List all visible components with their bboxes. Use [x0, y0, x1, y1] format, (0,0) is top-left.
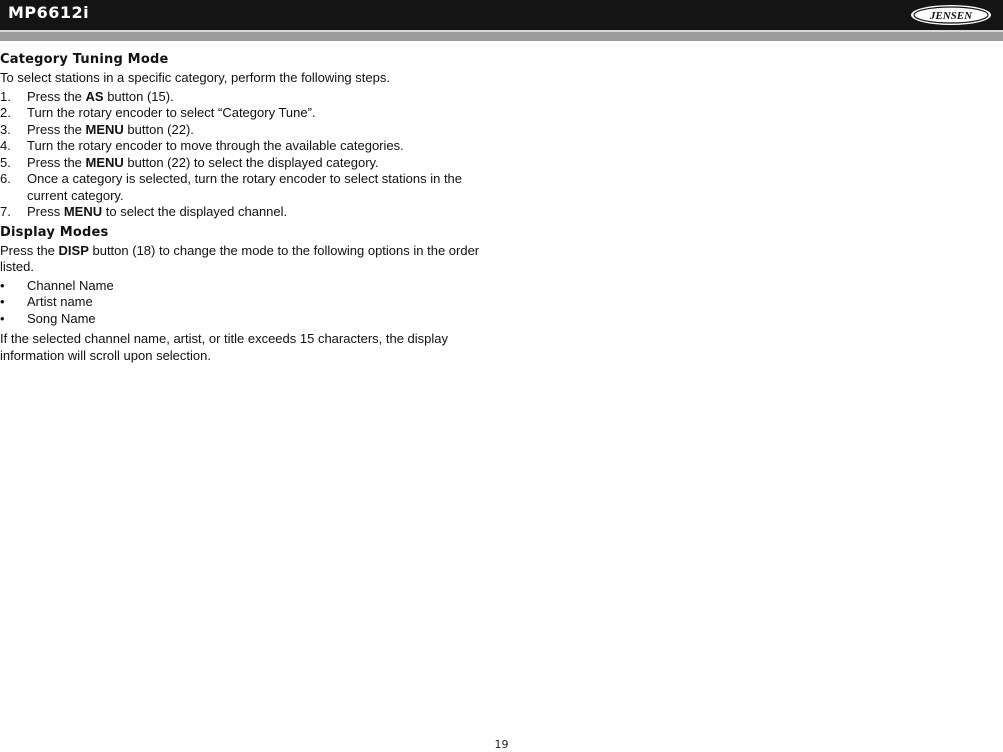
step-text: Press the	[27, 121, 86, 137]
heading-category-tuning: Category Tuning Mode	[0, 52, 169, 67]
page-number: 19	[494, 738, 509, 751]
step-text: Turn the rotary encoder to move through the available categories.	[27, 138, 404, 153]
step-text: Press the	[27, 88, 86, 104]
step-item	[0, 204, 495, 221]
display-intro-post: button (18) to change the mode to the following options in the order listed.	[0, 242, 480, 274]
step-button-name: MENU	[85, 154, 124, 170]
step-number: 6.	[0, 171, 11, 186]
step-text: Press the	[27, 154, 86, 170]
step-number: 7.	[0, 204, 11, 219]
step-button-name: MENU	[85, 121, 124, 137]
step-number: 2.	[0, 105, 11, 120]
display-mode-item	[0, 311, 495, 328]
heading-display-modes: Display Modes	[0, 224, 109, 240]
step-item	[0, 155, 495, 172]
category-intro: To select stations in a specific category, perform the following steps.	[0, 70, 390, 85]
step-button-name: MENU	[63, 204, 103, 219]
step-number: 5.	[0, 154, 11, 170]
step-text-after: to select the displayed channel.	[102, 204, 288, 219]
page-content	[0, 52, 495, 366]
step-item	[0, 89, 495, 106]
display-mode-item	[0, 294, 495, 311]
step-text-after: button (22) to select the displayed category.	[123, 154, 379, 170]
display-mode-label: Channel Name	[27, 277, 114, 293]
step-number: 3.	[0, 121, 11, 137]
step-item	[0, 105, 495, 122]
jensen-logo	[910, 4, 992, 26]
step-text: Press	[27, 204, 64, 219]
bullet-glyph: •	[0, 310, 5, 326]
display-mode-item	[0, 278, 495, 295]
step-item	[0, 171, 495, 204]
category-steps-list	[0, 89, 495, 221]
step-button-name: AS	[85, 88, 104, 104]
page-header-bar	[0, 0, 1003, 30]
step-item	[0, 122, 495, 139]
step-text: Turn the rotary encoder to select “Category Tune”.	[27, 105, 316, 120]
display-mode-label: Artist name	[27, 294, 93, 309]
disp-button-name: DISP	[58, 242, 89, 258]
step-text: Once a category is selected, turn the rotary encoder to select stations in the current category.	[27, 171, 463, 203]
display-modes-list	[0, 278, 495, 328]
model-name: MP6612i	[8, 3, 90, 22]
step-item	[0, 138, 495, 155]
step-text-after: button (22).	[123, 121, 194, 137]
display-intro	[0, 243, 495, 276]
display-intro-pre: Press the	[0, 242, 59, 258]
step-number: 4.	[0, 138, 11, 153]
display-closing: If the selected channel name, artist, or title exceeds 15 characters, the display information will scroll upon selection.	[0, 331, 449, 363]
bullet-glyph: •	[0, 294, 5, 309]
step-number: 1.	[0, 88, 11, 104]
step-text-after: button (15).	[103, 88, 174, 104]
bullet-glyph: •	[0, 277, 5, 293]
header-divider	[0, 32, 1003, 41]
display-mode-label: Song Name	[27, 310, 96, 326]
svg-text:JENSEN: JENSEN	[929, 10, 973, 22]
